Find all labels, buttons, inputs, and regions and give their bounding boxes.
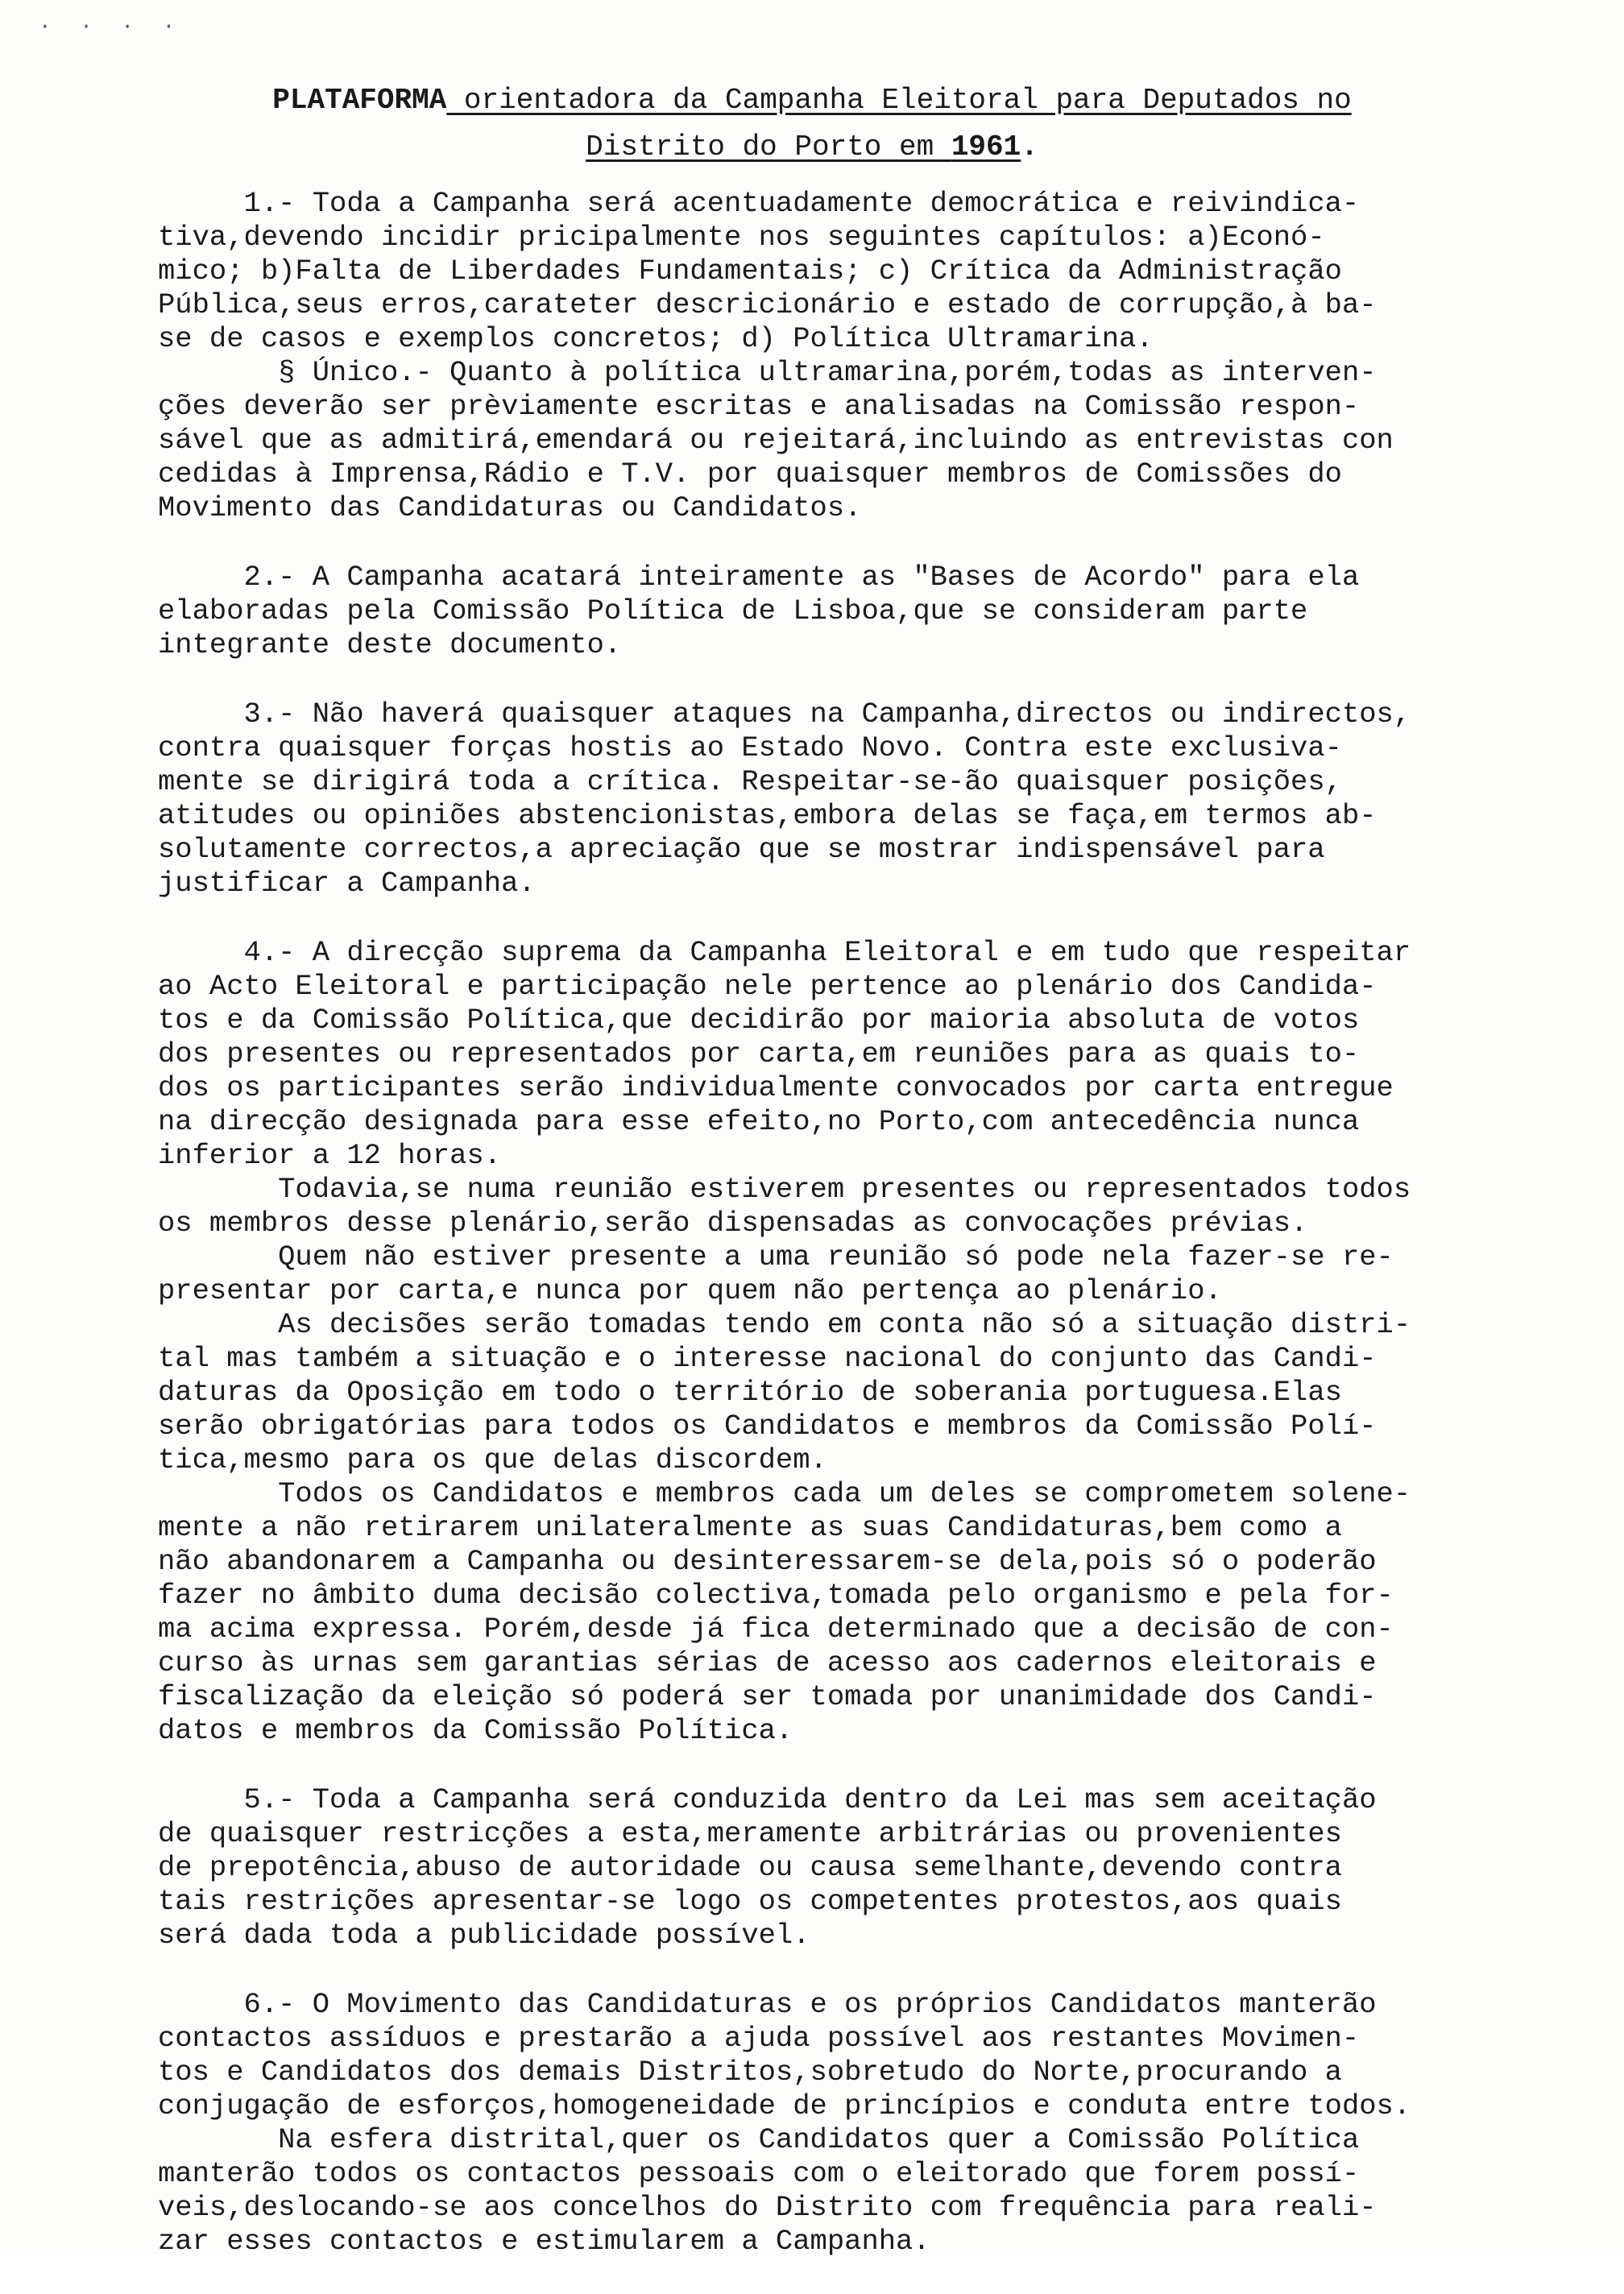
text-line: fiscalização da eleição só poderá ser tomada por unanimidade dos Candi- xyxy=(158,1680,1377,1713)
title-line-1 xyxy=(0,77,1624,124)
text-line: não abandonarem a Campanha ou desinteressarem-se dela,pois só o poderão xyxy=(158,1545,1377,1578)
text-line: 4.- A direcção suprema da Campanha Eleitoral e em tudo que respeitar xyxy=(158,936,1411,969)
text-line: curso às urnas sem garantias sérias de acesso aos cadernos eleitorais e xyxy=(158,1646,1377,1679)
text-line: manterão todos os contactos pessoais com o eleitorado que forem possí- xyxy=(158,2157,1360,2190)
text-line: 3.- Não haverá quaisquer ataques na Campanha,directos ou indirectos, xyxy=(158,698,1411,731)
text-line: As decisões serão tomadas tendo em conta não só a situação distri- xyxy=(158,1308,1411,1341)
text-line: tal mas também a situação e o interesse nacional do conjunto das Candi- xyxy=(158,1342,1377,1375)
text-line: mente se dirigirá toda a crítica. Respeitar-se-ão quaisquer posições, xyxy=(158,765,1342,798)
paragraph-2 xyxy=(158,561,1576,662)
text-line: Pública,seus erros,carateter descricionário e estado de corrupção,à ba- xyxy=(158,288,1377,321)
title-line2-text: Distrito do Porto em xyxy=(586,130,951,164)
text-line: contra quaisquer forças hostis ao Estado Novo. Contra este exclusiva- xyxy=(158,731,1342,764)
text-line: dos presentes ou representados por carta,em reuniões para as quais to- xyxy=(158,1037,1360,1070)
text-line: Movimento das Candidaturas ou Candidatos. xyxy=(158,491,862,524)
text-line: presentar por carta,e nunca por quem não pertença ao plenário. xyxy=(158,1274,1222,1307)
title-year: 1961 xyxy=(951,130,1021,164)
paragraph-4 xyxy=(158,936,1576,1748)
text-line: justificar a Campanha. xyxy=(158,867,536,900)
paragraph-5 xyxy=(158,1783,1576,1952)
document-body xyxy=(158,187,1576,2294)
paper-specks: · · · · xyxy=(39,14,184,39)
text-line: de prepotência,abuso de autoridade ou causa semelhante,devendo contra xyxy=(158,1851,1342,1884)
text-line: de quaisquer restricções a esta,meramente arbitrárias ou provenientes xyxy=(158,1817,1342,1850)
text-line: dos os participantes serão individualmente convocados por carta entregue xyxy=(158,1071,1394,1104)
text-line: datos e membros da Comissão Política. xyxy=(158,1714,793,1747)
text-line: ao Acto Eleitoral e participação nele pertence ao plenário dos Candida- xyxy=(158,970,1377,1003)
text-line: tais restrições apresentar-se logo os competentes protestos,aos quais xyxy=(158,1885,1342,1918)
text-line: Quem não estiver presente a uma reunião só pode nela fazer-se re- xyxy=(158,1240,1394,1273)
title-line-2 xyxy=(0,124,1624,171)
text-line: inferior a 12 horas. xyxy=(158,1139,502,1172)
text-line: zar esses contactos e estimularem a Campanha. xyxy=(158,2225,930,2258)
paragraph-3 xyxy=(158,698,1576,901)
text-line: elaboradas pela Comissão Política de Lisboa,que se consideram parte xyxy=(158,594,1308,627)
text-line: tos e da Comissão Política,que decidirão por maioria absoluta de votos xyxy=(158,1004,1360,1037)
text-line: 5.- Toda a Campanha será conduzida dentro da Lei mas sem aceitação xyxy=(158,1783,1377,1816)
text-line: integrante deste documento. xyxy=(158,628,622,661)
title-rest: orientadora da Campanha Eleitoral para Deputados no xyxy=(446,84,1352,117)
text-line: será dada toda a publicidade possível. xyxy=(158,1919,810,1952)
text-line: ções deverão ser prèviamente escritas e analisadas na Comissão respon- xyxy=(158,390,1360,423)
title-end: . xyxy=(1021,130,1038,164)
text-line: serão obrigatórias para todos os Candidatos e membros da Comissão Polí- xyxy=(158,1410,1377,1443)
text-line: veis,deslocando-se aos concelhos do Distrito com frequência para reali- xyxy=(158,2191,1377,2224)
text-line: ma acima expressa. Porém,desde já fica determinado que a decisão de con- xyxy=(158,1613,1394,1646)
text-line: cedidas à Imprensa,Rádio e T.V. por quaisquer membros de Comissões do xyxy=(158,458,1342,491)
text-line: fazer no âmbito duma decisão colectiva,tomada pelo organismo e pela for- xyxy=(158,1579,1394,1612)
text-line: tos e Candidatos dos demais Distritos,sobretudo do Norte,procurando a xyxy=(158,2056,1342,2089)
text-line: Todos os Candidatos e membros cada um deles se comprometem solene- xyxy=(158,1477,1411,1510)
text-line: 6.- O Movimento das Candidaturas e os próprios Candidatos manterão xyxy=(158,1988,1377,2021)
title-lead: PLATAFORMA xyxy=(272,84,447,117)
text-line: tica,mesmo para os que delas discordem. xyxy=(158,1443,827,1476)
text-line: § Único.- Quanto à política ultramarina,porém,todas as interven- xyxy=(158,356,1377,389)
text-line: na direcção designada para esse efeito,no Porto,com antecedência nunca xyxy=(158,1105,1360,1138)
paragraph-6 xyxy=(158,1988,1576,2259)
text-line: Na esfera distrital,quer os Candidatos quer a Comissão Política xyxy=(158,2123,1360,2156)
text-line: tiva,devendo incidir pricipalmente nos seguintes capítulos: a)Econó- xyxy=(158,221,1325,254)
text-line: contactos assíduos e prestarão a ajuda possível aos restantes Movimen- xyxy=(158,2022,1360,2055)
text-line: daturas da Oposição em todo o território de soberania portuguesa.Elas xyxy=(158,1376,1342,1409)
text-line: 2.- A Campanha acatará inteiramente as "Bases de Acordo" para ela xyxy=(158,561,1360,594)
text-line: conjugação de esforços,homogeneidade de princípios e conduta entre todos. xyxy=(158,2089,1411,2122)
text-line: mente a não retirarem unilateralmente as suas Candidaturas,bem como a xyxy=(158,1511,1342,1544)
text-line: sável que as admitirá,emendará ou rejeitará,incluindo as entrevistas con xyxy=(158,424,1394,457)
text-line: solutamente correctos,a apreciação que se mostrar indispensável para xyxy=(158,833,1325,866)
paragraph-1 xyxy=(158,187,1576,525)
text-line: se de casos e exemplos concretos; d) Política Ultramarina. xyxy=(158,322,1154,355)
text-line: mico; b)Falta de Liberdades Fundamentais; c) Crítica da Administração xyxy=(158,255,1342,288)
text-line: os membros desse plenário,serão dispensadas as convocações prévias. xyxy=(158,1207,1308,1240)
document-title xyxy=(0,77,1624,171)
text-line: Todavia,se numa reunião estiverem presentes ou representados todos xyxy=(158,1173,1411,1206)
text-line: atitudes ou opiniões abstencionistas,embora delas se faça,em termos ab- xyxy=(158,799,1377,832)
text-line: 1.- Toda a Campanha será acentuadamente democrática e reivindica- xyxy=(158,187,1360,220)
